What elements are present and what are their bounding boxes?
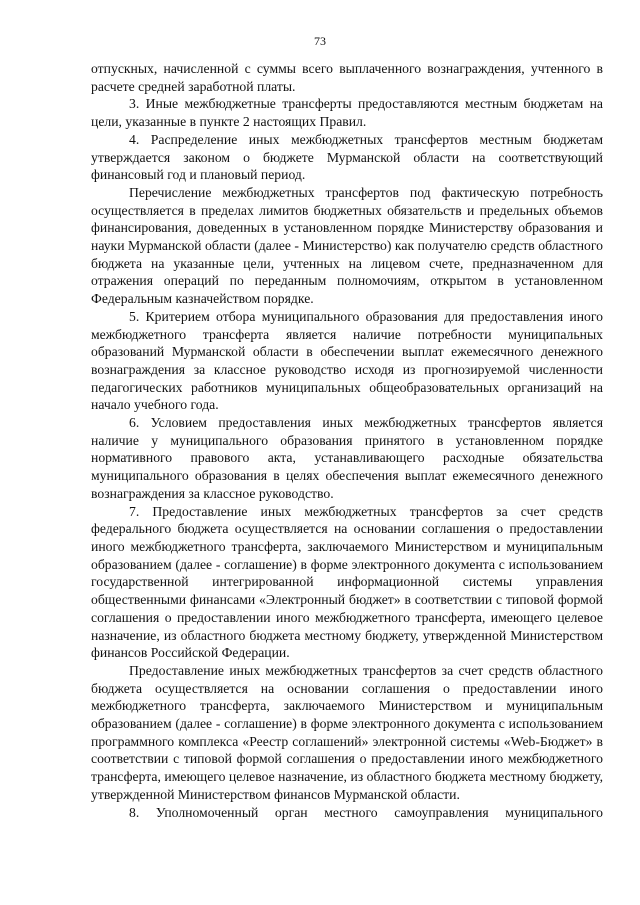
- paragraph-continuation: отпускных, начисленной с суммы всего выплаченного вознаграждения, учтенного в расчете средней заработной платы.: [91, 61, 603, 94]
- page-number: 73: [314, 34, 326, 48]
- paragraph-item-8: 8. Уполномоченный орган местного самоуправления муниципального: [129, 804, 603, 820]
- paragraph-item-4: 4. Распределение иных межбюджетных трансфертов местным бюджетам утверждается законом о бюджете Мурманской области на соответствующий финансовый год и плановый период.: [91, 131, 603, 183]
- paragraph-regional-budget-agreement: Предоставление иных межбюджетных трансфертов за счет средств областного бюджета осуществляется на основании соглашения о предоставлении иного межбюджетного трансферта, заключаемого Министерством и муниципальным образованием (далее - соглашение) в форме электронного документа с использованием программного комплекса «Реестр соглашений» электронной системы «Web-Бюджет» в соответствии с типовой формой соглашения о предоставлении иного межбюджетного трансферта, имеющего целевое назначение, из областного бюджета местному бюджету, утвержденной Министерством финансов Мурманской области.: [91, 662, 603, 802]
- paragraph-transfer-procedure: Перечисление межбюджетных трансфертов под фактическую потребность осуществляется в пределах лимитов бюджетных обязательств и предельных объемов финансирования, доведенных в установленном порядке Министерству образования и науки Мурманской области (далее - Министерство) как получателю средств областного бюджета на указанные цели, учтенных на лицевом счете, предназначенном для отражения операций по переданным полномочиям, открытом в установленном Федеральным казначейством порядке.: [91, 184, 603, 307]
- paragraph-item-7: 7. Предоставление иных межбюджетных трансфертов за счет средств федерального бюджета осуществляется на основании соглашения о предоставлении иного межбюджетного трансферта, заключаемого Министерством и муниципальным образованием (далее - соглашение) в форме электронного документа с использованием государственной интегрированной информационной системы управления общественными финансами «Электронный бюджет» в соответствии с типовой формой соглашения о предоставлении иного межбюджетного трансферта, имеющего целевое назначение, из областного бюджета местному бюджету, утвержденной Министерством финансов Российской Федерации.: [91, 503, 603, 661]
- paragraph-item-5: 5. Критерием отбора муниципального образования для предоставления иного межбюджетного трансферта является наличие потребности муниципальных образований Мурманской области в обеспечении выплат ежемесячного денежного вознаграждения за классное руководство исходя из прогнозируемой численности педагогических работников муниципальных общеобразовательных организаций на начало учебного года.: [91, 308, 603, 413]
- paragraph-item-6: 6. Условием предоставления иных межбюджетных трансфертов является наличие у муниципального образования принятого в установленном порядке нормативного правового акта, устанавливающего расходные обязательства муниципального образования в целях обеспечения выплат ежемесячного денежного вознаграждения за классное руководство.: [91, 415, 603, 501]
- paragraph-item-3: 3. Иные межбюджетные трансферты предоставляются местным бюджетам на цели, указанные в пункте 2 настоящих Правил.: [91, 96, 603, 130]
- document-body: [91, 60, 603, 821]
